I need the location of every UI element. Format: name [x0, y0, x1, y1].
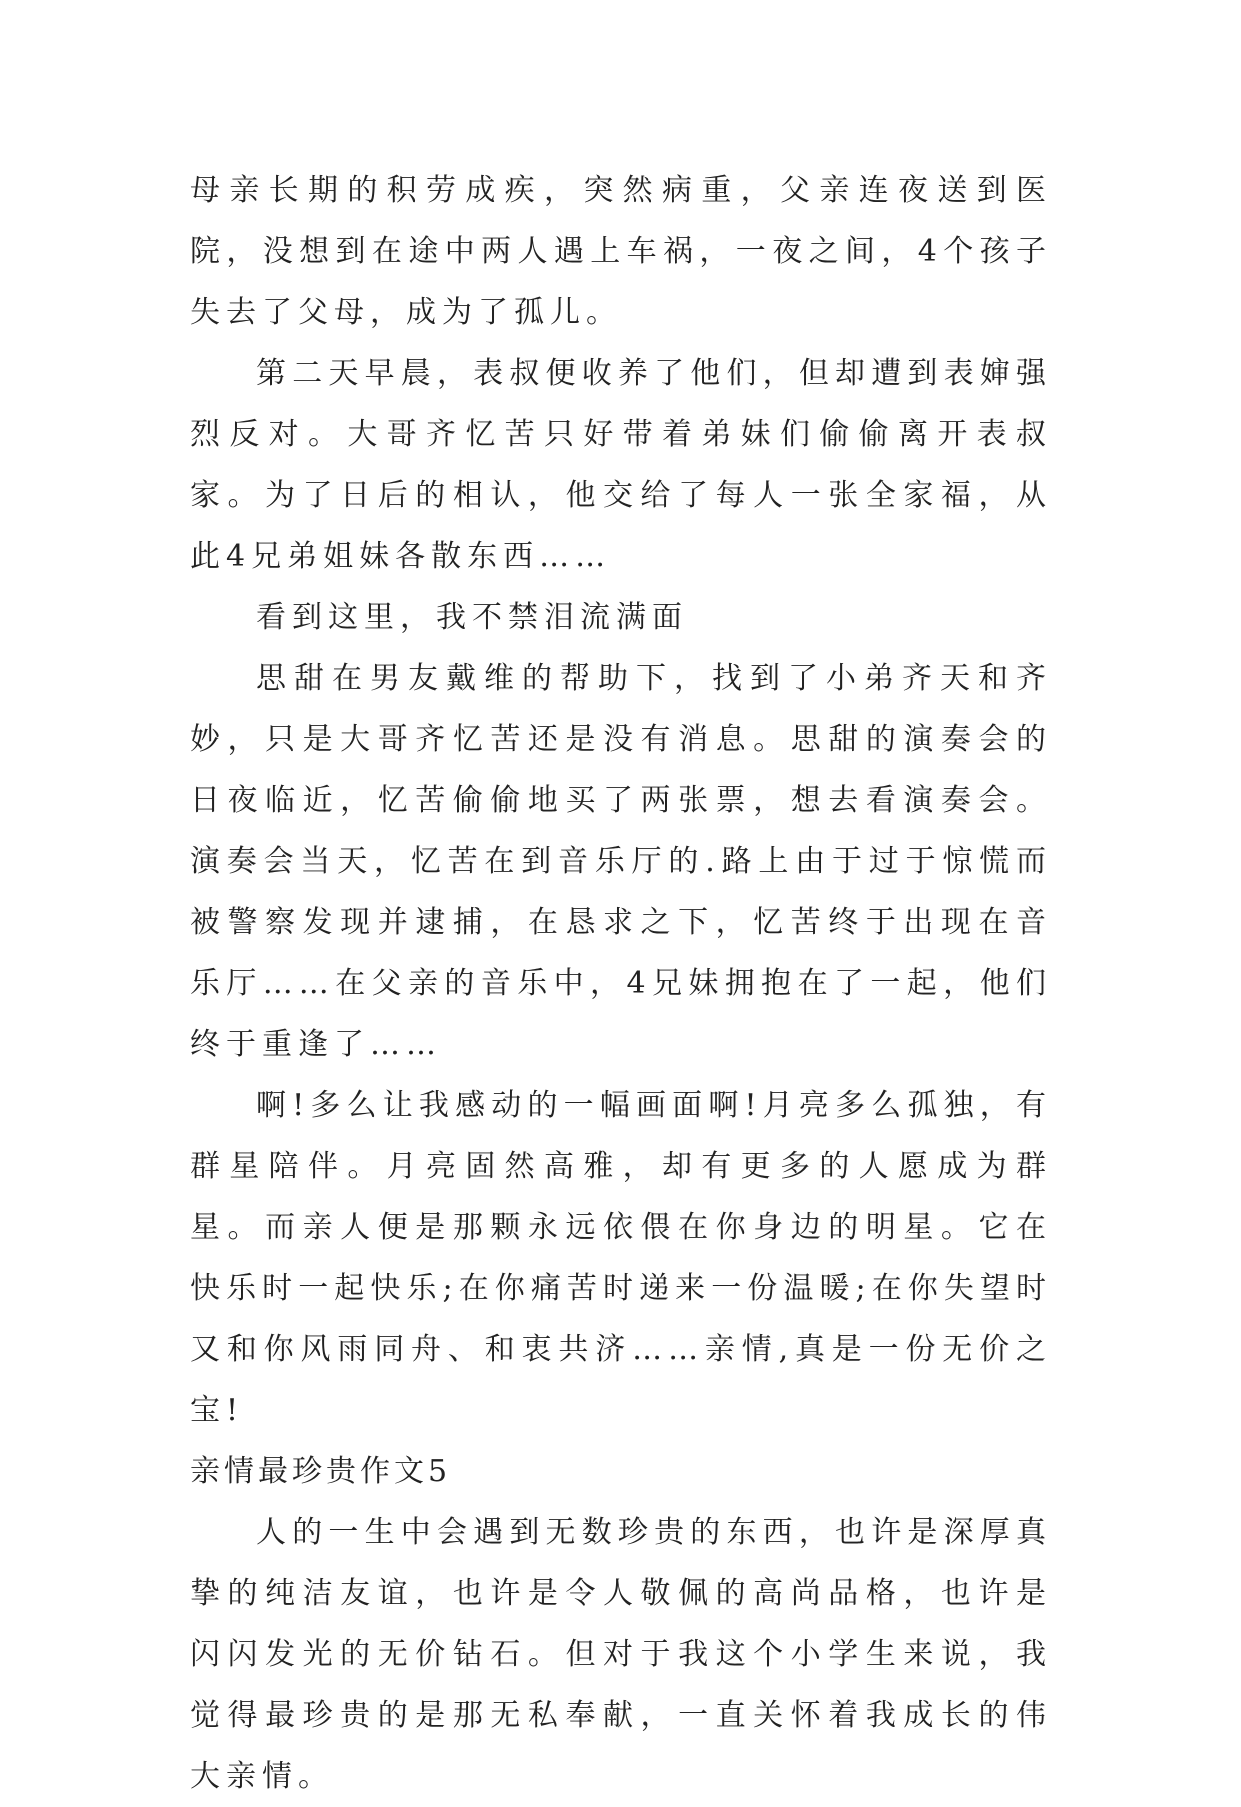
paragraph: 第二天早晨，表叔便收养了他们，但却遭到表婶强烈反对。大哥齐忆苦只好带着弟妹们偷偷离开表叔家。为了日后的相认，他交给了每人一张全家福，从此4兄弟姐妹各散东西……	[190, 356, 1052, 574]
document-body	[190, 160, 1052, 1807]
paragraph: 思甜在男友戴维的帮助下，找到了小弟齐天和齐妙，只是大哥齐忆苦还是没有消息。思甜的演奏会的日夜临近，忆苦偷偷地买了两张票，想去看演奏会。演奏会当天，忆苦在到音乐厅的.路上由于过于惊慌而被警察发现并逮捕，在恳求之下，忆苦终于出现在音乐厅……在父亲的音乐中，4兄妹拥抱在了一起，他们终于重逢了……	[190, 661, 1052, 1062]
section-heading: 亲情最珍贵作文5	[190, 1454, 452, 1489]
paragraph: 母亲长期的积劳成疾，突然病重，父亲连夜送到医院，没想到在途中两人遇上车祸，一夜之间，4个孩子失去了父母，成为了孤儿。	[190, 173, 1052, 330]
paragraph: 啊!多么让我感动的一幅画面啊!月亮多么孤独，有群星陪伴。月亮固然高雅，却有更多的人愿成为群星。而亲人便是那颗永远依偎在你身边的明星。它在快乐时一起快乐;在你痛苦时递来一份温暖;在你失望时又和你风雨同舟、和衷共济……亲情,真是一份无价之宝!	[190, 1088, 1052, 1428]
paragraph: 看到这里，我不禁泪流满面	[256, 600, 688, 635]
paragraph: 人的一生中会遇到无数珍贵的东西，也许是深厚真挚的纯洁友谊，也许是令人敬佩的高尚品格，也许是闪闪发光的无价钻石。但对于我这个小学生来说，我觉得最珍贵的是那无私奉献，一直关怀着我成长的伟大亲情。	[190, 1515, 1052, 1794]
